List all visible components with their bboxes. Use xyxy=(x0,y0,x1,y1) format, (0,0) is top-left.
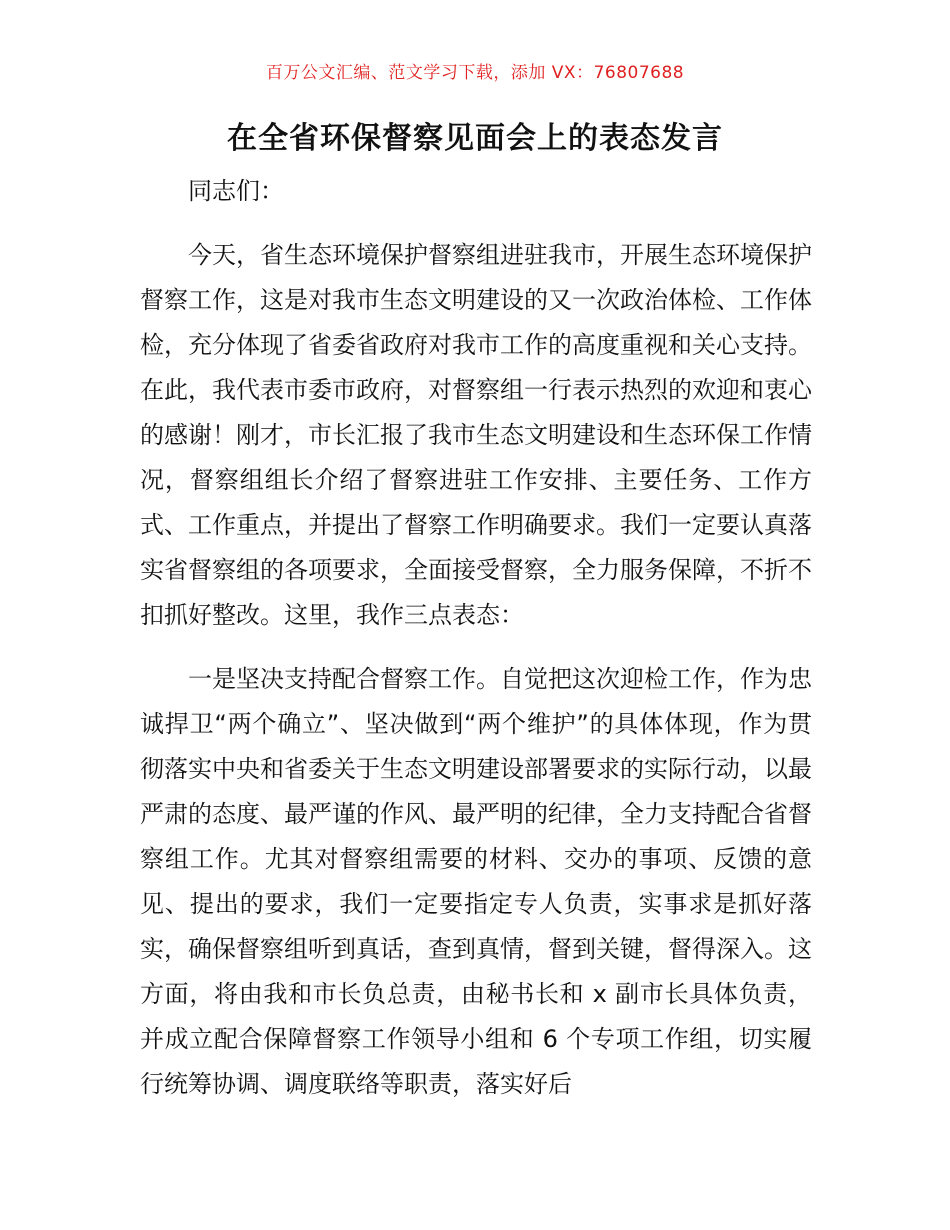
greeting: 同志们： xyxy=(188,177,284,205)
paragraph-intro: 今天，省生态环境保护督察组进驻我市，开展生态环境保护督察工作，这是对我市生态文明建设的又一次政治体检、工作体检，充分体现了省委省政府对我市工作的高度重视和关心支持。在此，我代表市委市政府，对督察组一行表示热烈的欢迎和衷心的感谢！刚才，市长汇报了我市生态文明建设和生态环保工作情况，督察组组长介绍了督察进驻工作安排、主要任务、工作方式、工作重点，并提出了督察工作明确要求。我们一定要认真落实省督察组的各项要求，全面接受督察，全力服务保障，不折不扣抓好整改。这里，我作三点表态： xyxy=(140,241,812,629)
paragraph-point-one: 一是坚决支持配合督察工作。自觉把这次迎检工作，作为忠诚捍卫“两个确立”、坚决做到“两个维护”的具体体现，作为贯彻落实中央和省委关于生态文明建设部署要求的实际行动，以最严肃的态度、最严谨的作风、最严明的纪律，全力支持配合省督察组工作。尤其对督察组需要的材料、交办的事项、反馈的意见、提出的要求，我们一定要指定专人负责，实事求是抓好落实，确保督察组听到真话，查到真情，督到关键，督得深入。这方面，将由我和市长负总责，由秘书长和 x 副市长具体负责，并成立配合保障督察工作领导小组和 6 个专项工作组，切实履行统筹协调、调度联络等职责，落实好后 xyxy=(140,665,812,1098)
watermark-header: 百万公文汇编、范文学习下载，添加 VX：76807688 xyxy=(265,63,685,83)
document-title: 在全省环保督察见面会上的表态发言 xyxy=(227,121,723,156)
document-body xyxy=(140,169,812,1126)
